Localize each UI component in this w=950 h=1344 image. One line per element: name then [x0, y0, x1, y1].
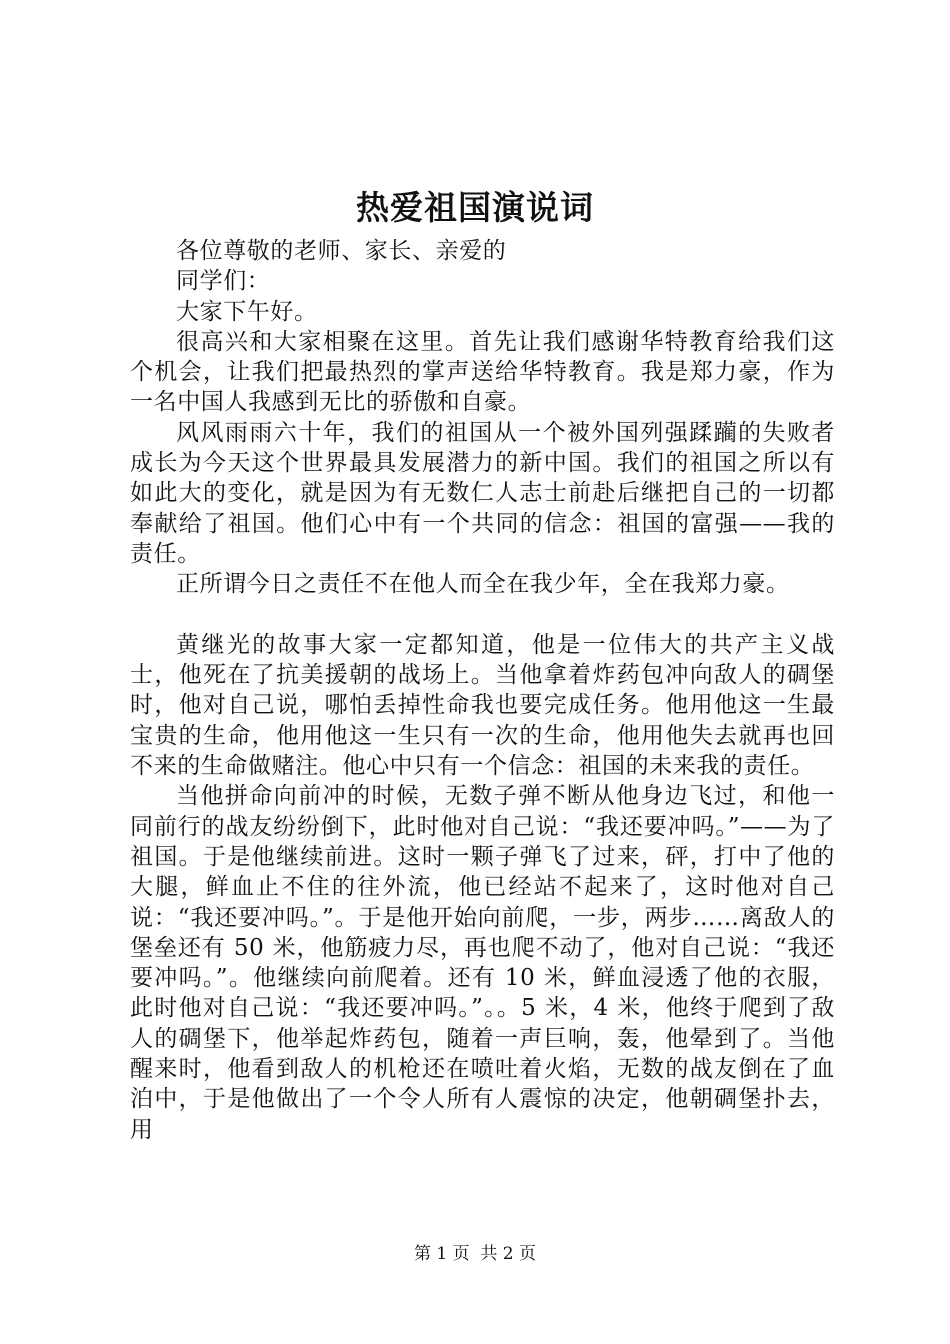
- paragraph-huang-jiguang: 黄继光的故事大家一定都知道，他是一位伟大的共产主义战士，他死在了抗美援朝的战场上。当他拿着炸药包冲向敌人的碉堡时，他对自己说，哪怕丢掉性命我也要完成任务。他用他这一生最宝贵的生命，他用他这一生只有一次的生命，他用他失去就再也回不来的生命做赌注。他心中只有一个信念：祖国的未来我的责任。: [130, 631, 835, 780]
- page-footer: 第 1 页 共 2 页: [413, 1244, 537, 1264]
- paragraph-intro: 很高兴和大家相聚在这里。首先让我们感谢华特教育给我们这个机会，让我们把最热烈的掌声送给华特教育。我是郑力豪，作为一名中国人我感到无比的骄傲和自豪。: [130, 328, 835, 416]
- document-body: [130, 236, 835, 1145]
- document-title: 热爱祖国演说词: [356, 188, 594, 227]
- salutation-line-2: 同学们：: [176, 268, 271, 295]
- greeting: 大家下午好。: [176, 298, 318, 325]
- paragraph-history: 风风雨雨六十年，我们的祖国从一个被外国列强蹂躏的失败者成长为今天这个世界最具发展潜力的新中国。我们的祖国之所以有如此大的变化，就是因为有无数仁人志士前赴后继把自己的一切都奉献给了祖国。他们心中有一个共同的信念：祖国的富强——我的责任。: [130, 419, 835, 567]
- paragraph-charge: 当他拼命向前冲的时候，无数子弹不断从他身边飞过，和他一同前行的战友纷纷倒下，此时他对自己说：“我还要冲吗。”——为了祖国。于是他继续前进。这时一颗子弹飞了过来，砰，打中了他的大腿，鲜血止不住的往外流，他已经站不起来了，这时他对自己说：“我还要冲吗。”。于是他开始向前爬，一步，两步……离敌人的堡垒还有 50 米，他筋疲力尽，再也爬不动了，他对自己说：“我还要冲吗。”。他继续向前爬着。还有 10 米，鲜血浸透了他的衣服，此时他对自己说：“我还要冲吗。”。。5 米，4 米，他终于爬到了敌人的碉堡下，他举起炸药包，随着一声巨响，轰，他晕到了。当他醒来时，他看到敌人的机枪还在喷吐着火焰，无数的战友倒在了血泊中，于是他做出了一个令人所有人震惊的决定，他朝碉堡扑去，用: [130, 783, 835, 1143]
- blank-line: [130, 600, 835, 630]
- paragraph-responsibility: 正所谓今日之责任不在他人而全在我少年，全在我郑力豪。: [176, 571, 790, 598]
- salutation-line-1: 各位尊敬的老师、家长、亲爱的: [176, 238, 507, 264]
